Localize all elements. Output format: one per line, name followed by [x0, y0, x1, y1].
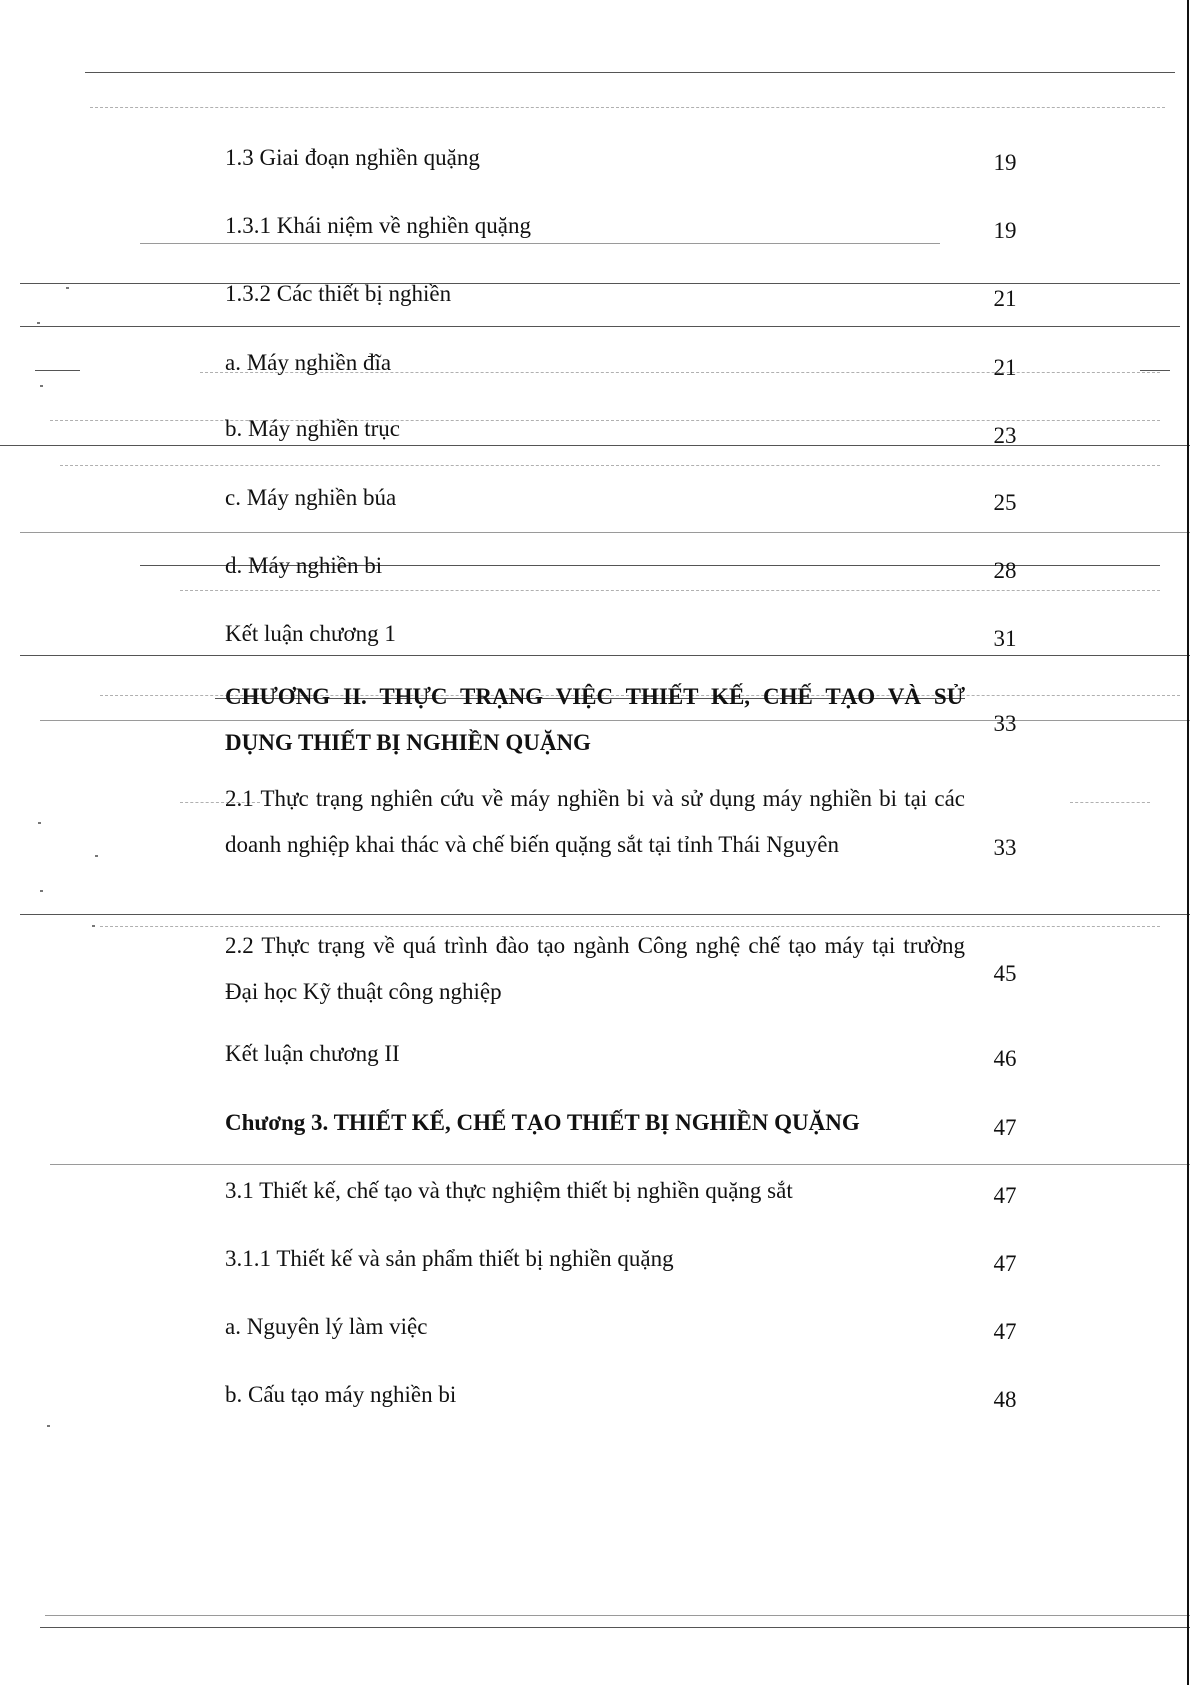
toc-entry-title: 3.1.1 Thiết kế và sản phẩm thiết bị nghiền quặng: [225, 1246, 674, 1271]
toc-entry-page: 47: [993, 1251, 1017, 1276]
toc-entry-title: a. Máy nghiền đĩa: [225, 350, 392, 375]
toc-entry-title: 1.3.1 Khái niệm về nghiền quặng: [225, 213, 531, 238]
scan-speck: [38, 822, 41, 824]
table-rule: [45, 1615, 1190, 1616]
toc-entry-page: 48: [993, 1387, 1017, 1412]
table-rule: [20, 914, 1190, 915]
scan-speck: [40, 385, 43, 387]
toc-entry-page: 46: [993, 1046, 1017, 1071]
scan-speck: [92, 925, 95, 927]
toc-entry-title: c. Máy nghiền búa: [225, 485, 397, 510]
toc-chapter-title: CHƯƠNG II. THỰC TRẠNG VIỆC THIẾT KẾ, CHẾ TẠO VÀ SỬ DỤNG THIẾT BỊ NGHIỀN QUẶNG: [225, 684, 965, 755]
toc-entry-page: 45: [993, 961, 1017, 986]
page-border: [1187, 0, 1189, 1685]
toc-entry-title: Kết luận chương II: [225, 1041, 400, 1066]
toc-entry-page: 31: [993, 626, 1017, 651]
toc-chapter-title: Chương 3. THIẾT KẾ, CHẾ TẠO THIẾT BỊ NGHIỀN QUẶNG: [225, 1110, 860, 1135]
toc-entry-page: 33: [993, 711, 1017, 736]
toc-entry-page: 28: [993, 558, 1017, 583]
scan-speck: [40, 890, 43, 892]
toc-entry-page: 19: [993, 150, 1017, 175]
toc-entry-title: 1.3 Giai đoạn nghiền quặng: [225, 145, 480, 170]
scan-speck: [47, 1425, 50, 1427]
toc-entry-title: 2.2 Thực trạng về quá trình đào tạo ngành Công nghệ chế tạo máy tại trường Đại học Kỹ thuật công nghiệp: [225, 933, 965, 1004]
toc-entry-page: 19: [993, 218, 1017, 243]
toc-entry-page: 23: [993, 423, 1017, 448]
toc-entry-page: 47: [993, 1115, 1017, 1140]
toc-entry-title: Kết luận chương 1: [225, 621, 396, 646]
table-rule: [40, 1627, 1190, 1628]
table-rule: [90, 107, 1165, 108]
table-rule: [50, 1164, 1190, 1165]
toc-entry-title: 3.1 Thiết kế, chế tạo và thực nghiệm thiết bị nghiền quặng sắt: [225, 1178, 793, 1203]
table-rule: [20, 326, 1180, 327]
table-rule: [1070, 802, 1150, 803]
table-rule: [180, 590, 1160, 591]
table-rule: [1140, 370, 1170, 371]
table-rule: [20, 532, 1190, 533]
scan-speck: [66, 287, 69, 289]
toc-entry-page: 33: [993, 835, 1017, 860]
toc-entry-title: b. Cấu tạo máy nghiền bi: [225, 1382, 457, 1407]
scan-speck: [37, 322, 40, 324]
table-rule: [35, 370, 80, 371]
toc-entry-page: 47: [993, 1183, 1017, 1208]
toc-entry-title: d. Máy nghiền bi: [225, 553, 383, 578]
toc-entry-title: 2.1 Thực trạng nghiên cứu về máy nghiền bi và sử dụng máy nghiền bi tại các doanh nghiệp khai thác và chế biến quặng sắt tại tỉnh Thái Nguyên: [225, 786, 965, 857]
toc-entry-page: 21: [993, 355, 1017, 380]
table-rule: [85, 72, 1175, 73]
toc-entry-page: 25: [993, 490, 1017, 515]
toc-entry-title: b. Máy nghiền trục: [225, 416, 401, 441]
scan-speck: [95, 855, 98, 857]
toc-entry-page: 47: [993, 1319, 1017, 1344]
toc-entry-title: 1.3.2 Các thiết bị nghiền: [225, 281, 452, 306]
toc-entry-page: 21: [993, 286, 1017, 311]
table-rule: [60, 465, 1160, 466]
toc-entry-title: a. Nguyên lý làm việc: [225, 1314, 428, 1339]
